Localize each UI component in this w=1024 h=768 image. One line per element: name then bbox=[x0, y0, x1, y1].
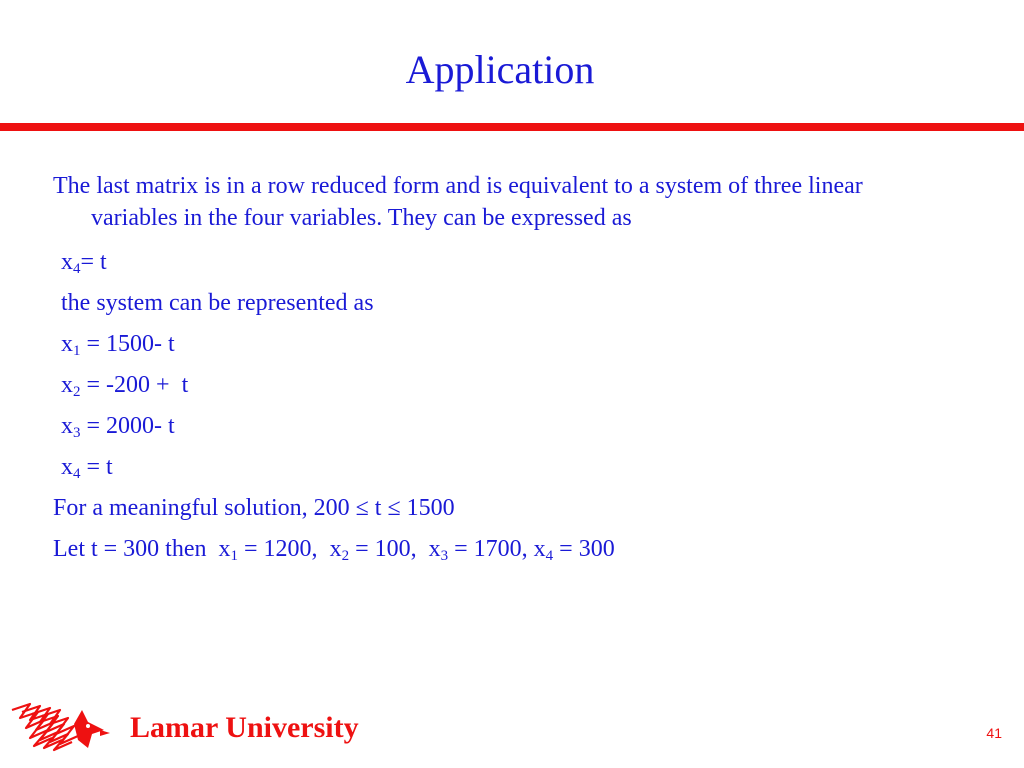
eq-sub: 1 bbox=[73, 343, 81, 359]
param-sub: 4 bbox=[73, 261, 81, 277]
sol-val: = 100, bbox=[349, 536, 429, 562]
sol-sub: 2 bbox=[341, 548, 350, 564]
sol-sub: 3 bbox=[440, 548, 449, 564]
university-name: Lamar University bbox=[130, 711, 359, 744]
eq-rhs: = -200 + t bbox=[80, 372, 189, 398]
sol-var: x bbox=[428, 536, 441, 562]
sol-val: = 1700, bbox=[448, 536, 534, 562]
system-intro: the system can be represented as bbox=[61, 290, 374, 316]
eq-rhs: = t bbox=[80, 454, 113, 480]
eq-rhs: = 1500- t bbox=[80, 331, 175, 357]
equation-x2 bbox=[53, 365, 953, 406]
eq-sub: 4 bbox=[73, 466, 81, 482]
sol-sub: 4 bbox=[545, 548, 554, 564]
sol-val: = 1200, bbox=[238, 536, 330, 562]
page-number: 41 bbox=[986, 725, 1002, 741]
equation-x3 bbox=[53, 406, 953, 447]
eq-rhs: = 2000- t bbox=[80, 413, 175, 439]
sol-var: x bbox=[533, 536, 546, 562]
title-divider bbox=[0, 123, 1024, 131]
sol-val: = 300 bbox=[553, 536, 615, 562]
solution-line bbox=[53, 529, 953, 570]
sol-var: x bbox=[329, 536, 342, 562]
slide-body bbox=[53, 170, 953, 570]
eq-sub: 3 bbox=[73, 425, 81, 441]
meaningful-condition: For a meaningful solution, 200 ≤ t ≤ 1500 bbox=[53, 495, 455, 521]
solution-prefix: Let t = 300 then bbox=[53, 536, 219, 562]
eq-var: x bbox=[61, 331, 73, 357]
cardinal-logo-icon bbox=[8, 700, 114, 758]
eq-var: x bbox=[61, 413, 73, 439]
param-rest: = t bbox=[80, 249, 107, 275]
slide-title: Application bbox=[405, 47, 595, 92]
intro-paragraph: The last matrix is in a row reduced form and is equivalent to a system of three linear variables in the four variables. They can be expressed as bbox=[53, 173, 863, 231]
sol-sub: 1 bbox=[230, 548, 239, 564]
equation-x1 bbox=[53, 324, 953, 365]
param-var: x bbox=[61, 249, 73, 275]
eq-var: x bbox=[61, 454, 73, 480]
sol-var: x bbox=[218, 536, 231, 562]
eq-sub: 2 bbox=[73, 384, 81, 400]
param-line bbox=[53, 242, 953, 283]
eq-var: x bbox=[61, 372, 73, 398]
equation-x4 bbox=[53, 447, 953, 488]
